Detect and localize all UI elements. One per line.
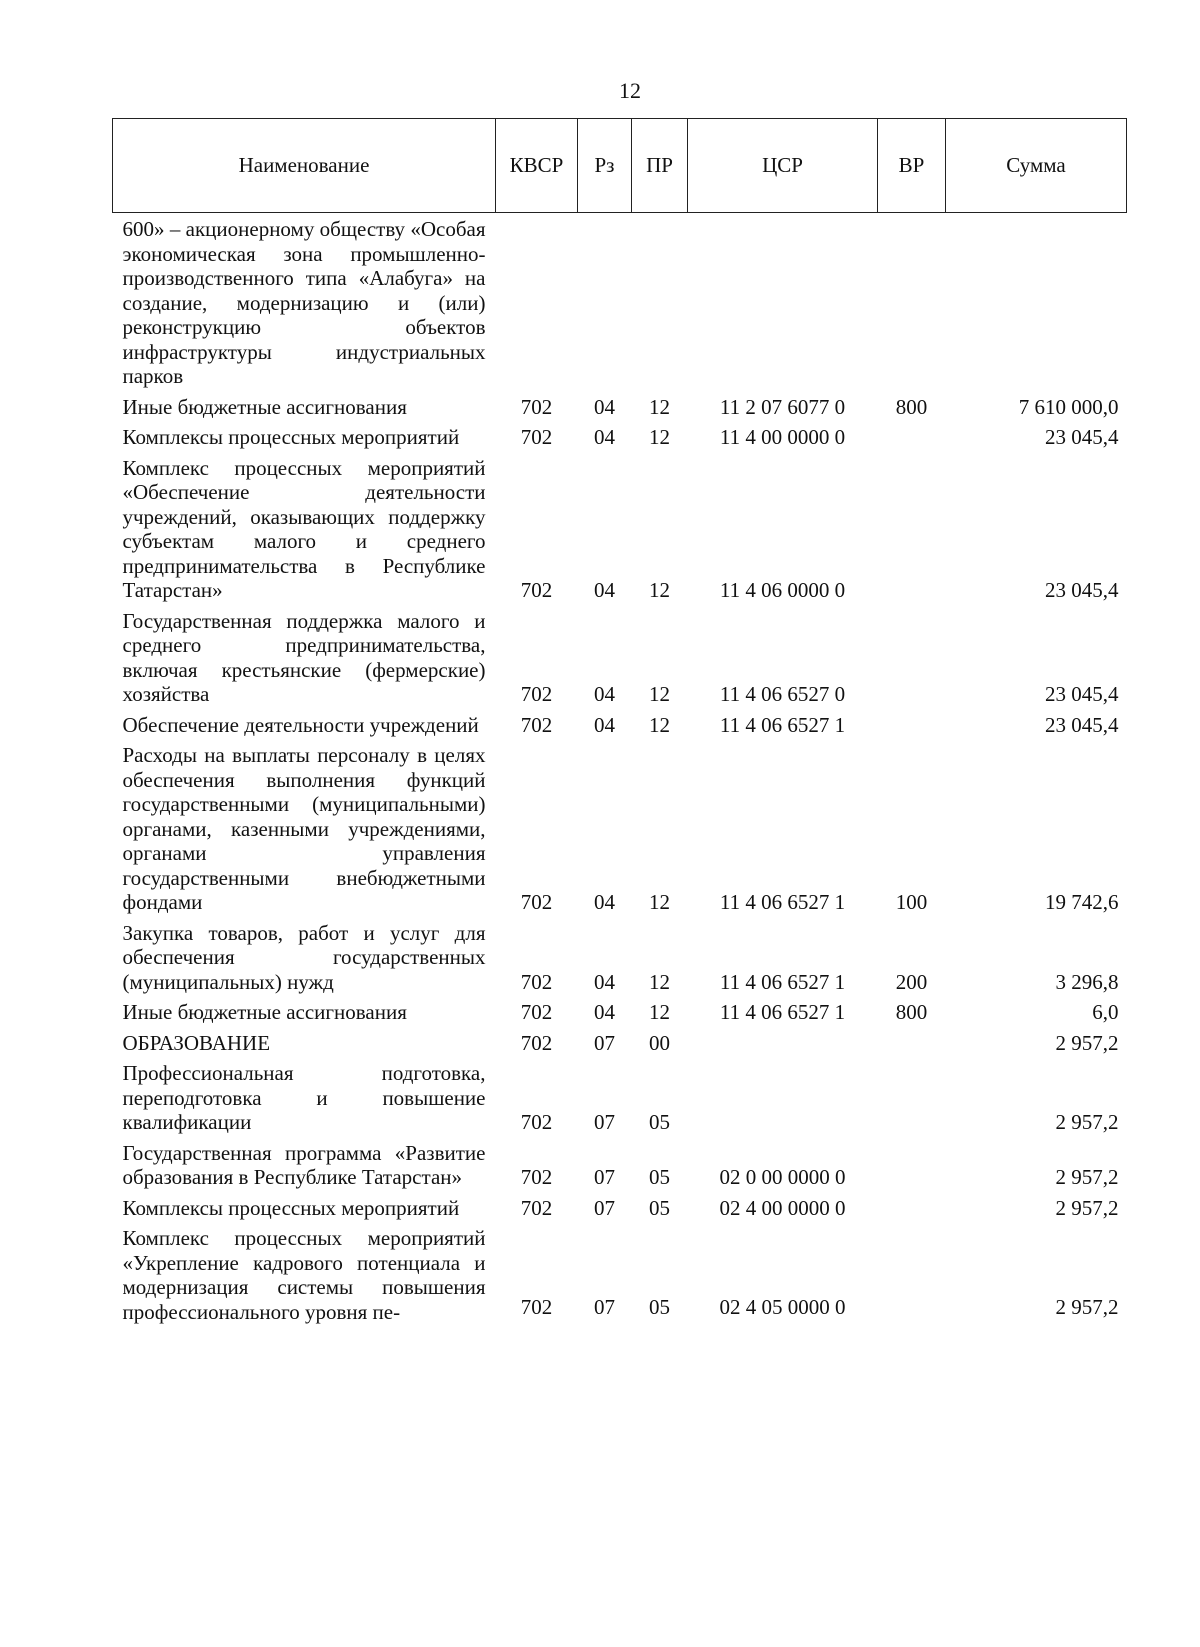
row-vr (878, 1223, 946, 1327)
row-name: Комплекс процессных мероприятий «Обеспечение деятельности учреждений, оказывающих поддержку субъектам малого и среднего предпринимательства в Республике Татарстан» (122, 455, 486, 602)
row-csr: 11 4 06 0000 0 (719, 578, 846, 602)
row-csr: 11 4 06 6527 1 (719, 1000, 846, 1024)
row-pr: 00 (649, 1030, 670, 1055)
row-pr (632, 213, 688, 392)
row-kvsr: 702 (520, 890, 553, 914)
row-csr: 02 4 00 0000 0 (719, 1195, 846, 1220)
row-kvsr: 702 (520, 1000, 553, 1024)
row-kvsr: 702 (520, 394, 553, 419)
row-name: Обеспечение деятельности учреждений (122, 712, 479, 737)
page-number: 12 (619, 78, 641, 103)
table-row (113, 1058, 1127, 1138)
row-kvsr: 702 (520, 1195, 553, 1220)
row-pr: 05 (649, 1165, 670, 1189)
row-sum (946, 213, 1127, 392)
row-sum: 23 045,4 (1045, 425, 1119, 449)
table-row (113, 422, 1127, 453)
row-vr (878, 1193, 946, 1224)
row-csr: 11 4 06 6527 0 (719, 682, 846, 706)
budget-table (112, 118, 1127, 1327)
row-kvsr: 702 (520, 1165, 553, 1189)
row-vr: 200 (895, 969, 928, 994)
row-sum: 2 957,2 (1055, 1165, 1119, 1189)
row-name: Закупка товаров, работ и услуг для обеспечения государственных (муниципальных) нужд (122, 920, 486, 994)
table-row (113, 740, 1127, 918)
row-vr (878, 710, 946, 741)
row-rz: 04 (594, 425, 615, 449)
header-csr: ЦСР (688, 119, 878, 213)
row-rz: 04 (594, 890, 615, 914)
row-sum: 19 742,6 (1045, 890, 1119, 914)
row-rz: 07 (594, 1030, 615, 1055)
row-pr: 12 (649, 1000, 670, 1024)
row-name: 600» – акционерному обществу «Особая экономическая зона промышленно-производственного типа «Алабуга» на создание, модернизацию и (или) реконструкцию объектов инфраструктуры индустриальных парков (122, 217, 486, 388)
header-sum: Сумма (946, 119, 1127, 213)
table-row (113, 453, 1127, 606)
row-sum: 7 610 000,0 (1018, 394, 1119, 419)
row-vr (878, 422, 946, 453)
row-sum: 3 296,8 (1055, 969, 1119, 994)
row-sum: 2 957,2 (1055, 1195, 1119, 1220)
header-rz: Рз (578, 119, 632, 213)
header-row (113, 119, 1127, 213)
row-rz: 07 (594, 1294, 615, 1319)
table-row (113, 1028, 1127, 1059)
row-vr (878, 1028, 946, 1059)
row-name: Иные бюджетные ассигнования (122, 1000, 407, 1024)
row-rz: 04 (594, 578, 615, 602)
row-rz: 07 (594, 1110, 615, 1134)
row-name: Профессиональная подготовка, переподготовка и повышение квалификации (122, 1061, 486, 1134)
row-name: Государственная программа «Развитие образования в Республике Татарстан» (122, 1140, 486, 1189)
row-vr: 100 (895, 890, 928, 914)
row-pr: 12 (649, 425, 670, 449)
row-csr (688, 1028, 878, 1059)
row-vr: 800 (895, 394, 928, 419)
row-pr: 12 (649, 394, 670, 419)
row-csr: 11 2 07 6077 0 (719, 394, 846, 419)
row-csr: 11 4 06 6527 1 (719, 969, 846, 994)
row-kvsr: 702 (520, 1294, 553, 1319)
row-pr: 12 (649, 682, 670, 706)
row-pr: 05 (649, 1195, 670, 1220)
row-name: Комплекс процессных мероприятий «Укрепление кадрового потенциала и модернизация системы повышения профессионального уровня пе- (122, 1226, 486, 1324)
row-rz: 07 (594, 1195, 615, 1220)
row-kvsr: 702 (520, 425, 553, 449)
header-name: Наименование (113, 119, 496, 213)
row-kvsr: 702 (520, 1030, 553, 1055)
row-name: Комплексы процессных мероприятий (122, 425, 460, 449)
row-kvsr: 702 (520, 578, 553, 602)
table-row (113, 1193, 1127, 1224)
table-row (113, 392, 1127, 423)
row-sum: 23 045,4 (1045, 578, 1119, 602)
row-vr (878, 213, 946, 392)
table-row (113, 606, 1127, 710)
table-row (113, 918, 1127, 998)
row-pr: 12 (649, 890, 670, 914)
header-kvsr: КВСР (496, 119, 578, 213)
row-kvsr: 702 (520, 1110, 553, 1134)
table-row (113, 997, 1127, 1028)
row-sum: 23 045,4 (1045, 682, 1119, 706)
row-name: Расходы на выплаты персоналу в целях обеспечения выполнения функций государственными (муниципальными) органами, казенными учреждениями, органами управления государственными внебюджетными фондами (122, 743, 486, 914)
row-kvsr: 702 (520, 712, 553, 737)
row-rz: 04 (594, 712, 615, 737)
row-csr: 02 4 05 0000 0 (719, 1294, 846, 1319)
row-kvsr (496, 213, 578, 392)
row-sum: 2 957,2 (1055, 1030, 1119, 1055)
row-sum: 23 045,4 (1045, 712, 1119, 737)
table-row (113, 1223, 1127, 1327)
row-pr: 05 (649, 1110, 670, 1134)
row-sum: 6,0 (1092, 1000, 1119, 1024)
header-vr: ВР (878, 119, 946, 213)
row-rz: 04 (594, 682, 615, 706)
row-kvsr: 702 (520, 682, 553, 706)
header-pr: ПР (632, 119, 688, 213)
row-name: Государственная поддержка малого и среднего предпринимательства, включая крестьянские (фермерские) хозяйства (122, 608, 486, 706)
row-vr (878, 606, 946, 710)
row-rz (578, 213, 632, 392)
row-csr: 02 0 00 0000 0 (719, 1165, 846, 1189)
row-pr: 12 (649, 578, 670, 602)
row-csr (688, 213, 878, 392)
row-sum: 2 957,2 (1055, 1294, 1119, 1319)
row-csr: 11 4 06 6527 1 (719, 712, 846, 737)
row-csr (688, 1058, 878, 1138)
table-row (113, 213, 1127, 392)
row-rz: 04 (594, 969, 615, 994)
row-csr: 11 4 00 0000 0 (719, 425, 846, 449)
row-pr: 05 (649, 1294, 670, 1319)
table-row (113, 1138, 1127, 1193)
row-name: Комплексы процессных мероприятий (122, 1195, 460, 1220)
row-vr: 800 (895, 1000, 928, 1024)
row-rz: 07 (594, 1165, 615, 1189)
row-vr (878, 453, 946, 606)
row-sum: 2 957,2 (1055, 1110, 1119, 1134)
row-pr: 12 (649, 969, 670, 994)
row-name: Иные бюджетные ассигнования (122, 394, 407, 419)
row-kvsr: 702 (520, 969, 553, 994)
row-rz: 04 (594, 1000, 615, 1024)
table-row (113, 710, 1127, 741)
row-name: ОБРАЗОВАНИЕ (122, 1030, 271, 1055)
row-vr (878, 1058, 946, 1138)
row-pr: 12 (649, 712, 670, 737)
row-vr (878, 1138, 946, 1193)
row-csr: 11 4 06 6527 1 (719, 890, 846, 914)
row-rz: 04 (594, 394, 615, 419)
